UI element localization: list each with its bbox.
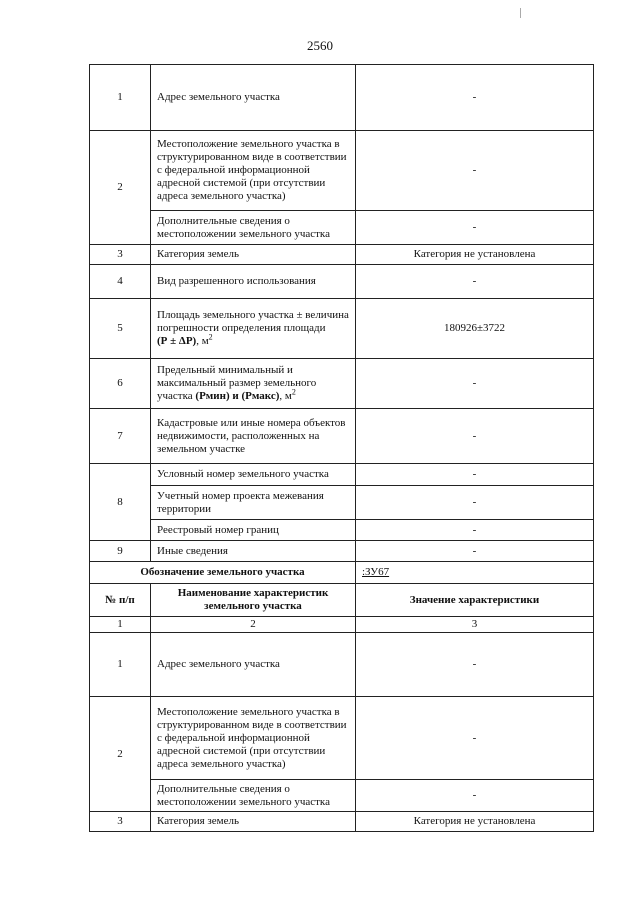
table-row bbox=[90, 211, 594, 245]
land-plot-table bbox=[89, 64, 594, 832]
characteristic-name: Категория земель bbox=[151, 812, 356, 832]
row-number: 1 bbox=[90, 633, 151, 697]
table-row bbox=[90, 633, 594, 697]
row-number: 8 bbox=[90, 464, 151, 541]
table-row bbox=[90, 359, 594, 409]
characteristic-value: - bbox=[356, 211, 594, 245]
designation-row bbox=[90, 562, 594, 584]
characteristic-value: - bbox=[356, 633, 594, 697]
row-number: 1 bbox=[90, 65, 151, 131]
characteristic-name bbox=[151, 299, 356, 359]
header-name: Наименование характеристик земельного участка bbox=[151, 584, 356, 617]
characteristic-name: Условный номер земельного участка bbox=[151, 464, 356, 486]
table-row bbox=[90, 520, 594, 541]
characteristic-value: - bbox=[356, 486, 594, 520]
characteristic-value: - bbox=[356, 131, 594, 211]
size-formula: (Рмин) и (Рмакс) bbox=[195, 390, 280, 402]
characteristic-name: Дополнительные сведения о местоположении земельного участка bbox=[151, 211, 356, 245]
table-row bbox=[90, 464, 594, 486]
characteristic-name: Местоположение земельного участка в структурированном виде в соответствии с федеральной информационной адресной системой (при отсутствии адреса земельного участка) bbox=[151, 131, 356, 211]
column-number: 2 bbox=[151, 617, 356, 633]
header-row bbox=[90, 584, 594, 617]
characteristic-value: - bbox=[356, 464, 594, 486]
table-row bbox=[90, 245, 594, 265]
table-row bbox=[90, 65, 594, 131]
area-formula: (Р ± ΔР) bbox=[157, 335, 197, 347]
row-number: 2 bbox=[90, 131, 151, 245]
scan-mark bbox=[520, 8, 521, 18]
designation-value: :ЗУ67 bbox=[356, 562, 594, 584]
characteristic-value: - bbox=[356, 359, 594, 409]
designation-label: Обозначение земельного участка bbox=[90, 562, 356, 584]
page-number: 2560 bbox=[307, 38, 333, 53]
size-unit: , м bbox=[279, 390, 292, 402]
characteristic-name: Иные сведения bbox=[151, 541, 356, 562]
characteristic-name: Реестровый номер границ bbox=[151, 520, 356, 541]
header-value: Значение характеристики bbox=[356, 584, 594, 617]
table-row bbox=[90, 486, 594, 520]
characteristic-value: - bbox=[356, 65, 594, 131]
table-row bbox=[90, 299, 594, 359]
characteristic-name: Адрес земельного участка bbox=[151, 633, 356, 697]
characteristic-name: Дополнительные сведения о местоположении земельного участка bbox=[151, 780, 356, 812]
table-row bbox=[90, 812, 594, 832]
characteristic-value: 180926±3722 bbox=[356, 299, 594, 359]
table-row bbox=[90, 131, 594, 211]
characteristic-name: Местоположение земельного участка в структурированном виде в соответствии с федеральной информационной адресной системой (при отсутствии адреса земельного участка) bbox=[151, 697, 356, 780]
size-unit-sup: 2 bbox=[291, 387, 296, 397]
characteristic-value: Категория не установлена bbox=[356, 812, 594, 832]
column-number: 1 bbox=[90, 617, 151, 633]
characteristic-name: Вид разрешенного использования bbox=[151, 265, 356, 299]
table-row bbox=[90, 541, 594, 562]
size-label: Предельный минимальный и максимальный размер земельного участка bbox=[157, 364, 317, 402]
characteristic-name: Категория земель bbox=[151, 245, 356, 265]
row-number: 2 bbox=[90, 697, 151, 812]
table-row bbox=[90, 780, 594, 812]
characteristic-name: Учетный номер проекта межевания территории bbox=[151, 486, 356, 520]
table-row bbox=[90, 409, 594, 464]
row-number: 4 bbox=[90, 265, 151, 299]
row-number: 3 bbox=[90, 812, 151, 832]
characteristic-value: - bbox=[356, 697, 594, 780]
header-number: № п/п bbox=[90, 584, 151, 617]
characteristic-name bbox=[151, 359, 356, 409]
characteristic-value: - bbox=[356, 520, 594, 541]
column-number-row bbox=[90, 617, 594, 633]
characteristic-value: Категория не установлена bbox=[356, 245, 594, 265]
table-row bbox=[90, 265, 594, 299]
row-number: 6 bbox=[90, 359, 151, 409]
row-number: 5 bbox=[90, 299, 151, 359]
table-row bbox=[90, 697, 594, 780]
area-unit-sup: 2 bbox=[208, 332, 213, 342]
characteristic-name: Кадастровые или иные номера объектов недвижимости, расположенных на земельном участке bbox=[151, 409, 356, 464]
area-label: Площадь земельного участка ± величина погрешности определения площади bbox=[157, 309, 349, 334]
characteristic-value: - bbox=[356, 541, 594, 562]
row-number: 9 bbox=[90, 541, 151, 562]
row-number: 3 bbox=[90, 245, 151, 265]
characteristic-value: - bbox=[356, 780, 594, 812]
area-unit: , м bbox=[196, 335, 209, 347]
row-number: 7 bbox=[90, 409, 151, 464]
characteristic-name: Адрес земельного участка bbox=[151, 65, 356, 131]
characteristic-value: - bbox=[356, 409, 594, 464]
characteristic-value: - bbox=[356, 265, 594, 299]
column-number: 3 bbox=[356, 617, 594, 633]
